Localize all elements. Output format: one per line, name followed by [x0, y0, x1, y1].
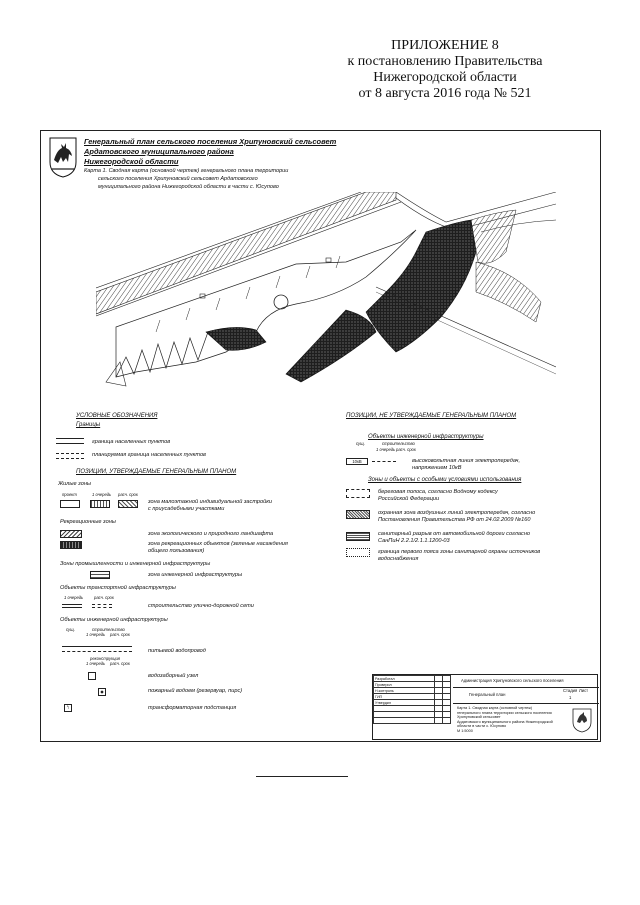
- special-zone-3: санитарный разрыв от автомобильной дороги согласно: [378, 531, 531, 537]
- power-line-planned-symbol: [372, 461, 396, 462]
- residential-zone-1: зона малоэтажной индивидуальной застройки: [148, 499, 273, 505]
- legend-heading: УСЛОВНЫЕ ОБОЗНАЧЕНИЯ: [76, 413, 158, 419]
- residential-zone-1b: с приусадебными участками: [148, 506, 225, 512]
- map-subtitle-3: муниципального района Нижегородской области в части с. Юсупово: [98, 184, 279, 190]
- residential-swatch-3: [118, 500, 138, 508]
- legend-borders-heading: Границы: [76, 422, 101, 428]
- legend-border-1: граница населенных пунктов: [92, 439, 171, 445]
- eng-col-first-2: 1 очередь: [86, 661, 106, 666]
- water-pipe-symbol: [62, 646, 132, 647]
- stamp-role-2: Проверил: [374, 682, 435, 688]
- eng-col-exist: сущ.: [66, 627, 75, 632]
- recreation-heading: Рекреационные зоны: [60, 519, 116, 525]
- stamp-sheet-number: 1: [569, 695, 572, 700]
- appendix-line-2: к постановлению Правительства: [347, 54, 543, 69]
- stamp-role-4: ГИП: [374, 694, 435, 700]
- recreation-objects-swatch: [60, 541, 82, 549]
- power-line-symbol: 10кВ: [346, 458, 368, 465]
- stamp-stage-label: Стадия: [563, 688, 578, 693]
- eng-col-calc: расч. срок: [110, 632, 130, 637]
- shore-strip-symbol: [346, 489, 370, 498]
- industrial-heading: Зоны промышленности и инженерной инфраструктуры: [60, 561, 211, 567]
- planned-border-symbol: [56, 453, 84, 459]
- special-zone-3b: СанПиН 2.2.1/2.1.1.1200-03: [378, 538, 450, 544]
- stamp-role-5: Утвердил: [374, 700, 435, 706]
- engineering-heading: Объекты инженерной инфраструктуры: [60, 617, 168, 623]
- right-col-exist: сущ.: [356, 441, 365, 446]
- special-zone-1b: Российской Федерации: [378, 496, 440, 502]
- stamp-desc-1: Карта 1. Сводная карта (основной чертеж): [457, 706, 533, 710]
- coat-of-arms-icon: [48, 136, 78, 178]
- map-title-2: Ардатовского муниципального района: [84, 147, 234, 156]
- bottom-rule: [256, 776, 348, 777]
- special-zones-heading: Зоны и объекты с особыми условиями использования: [368, 477, 522, 483]
- transport-1: строительство улично-дорожной сети: [148, 603, 254, 609]
- stamp-org: Администрация Хрипуновского сельского поселения: [461, 678, 564, 683]
- stamp-description: [457, 706, 557, 734]
- settlement-border-symbol: [56, 438, 84, 444]
- stamp-document: Генеральный план: [469, 692, 506, 697]
- street-symbol-2: [92, 604, 112, 608]
- stamp-role-3: Н.контроль: [374, 688, 435, 694]
- stamp-desc-5: области в части с. Юсупово: [457, 724, 507, 729]
- engineering-3: пожарный водоем (резервуар, пирс): [148, 688, 243, 694]
- col-calc-term: расч. срок: [118, 492, 138, 497]
- approved-heading: ПОЗИЦИИ, УТВЕРЖДАЕМЫЕ ГЕНЕРАЛЬНЫМ ПЛАНОМ: [76, 469, 237, 475]
- stamp-sheet-label: Лист: [579, 688, 589, 693]
- water-pipe-symbol-planned: [62, 651, 132, 652]
- col-project: проект: [62, 492, 77, 497]
- appendix-line-3: Нижегородской области: [373, 70, 517, 85]
- col-first-stage: 1 очередь: [92, 492, 112, 497]
- map-subtitle-2: сельского поселения Хрипуновский сельсовет Ардатовского: [98, 176, 258, 182]
- engineering-zone-swatch: [90, 571, 110, 579]
- road-sanitary-gap-symbol: [346, 532, 370, 541]
- special-zone-1: береговая полоса, согласно Водному кодексу: [378, 489, 498, 495]
- special-zone-2: охранная зона воздушных линий электропередач, согласно: [378, 510, 536, 516]
- eng-col-first: 1 очередь: [86, 632, 106, 637]
- right-col-first: 1 очередь: [376, 447, 396, 452]
- transport-col-first: 1 очередь: [64, 595, 84, 600]
- special-zone-4b: водоснабжения: [378, 556, 419, 562]
- recreation-zone-1: зона экологического и природного ландшафта: [148, 531, 274, 537]
- not-approved-heading: ПОЗИЦИИ, НЕ УТВЕРЖДАЕМЫЕ ГЕНЕРАЛЬНЫМ ПЛАНОМ: [346, 413, 517, 419]
- stamp-desc-4: Ардатовского муниципального района Нижегородской: [457, 719, 553, 724]
- special-zone-2b: Постановления Правительства РФ от 24.02.2009 №160: [378, 517, 531, 523]
- fire-reservoir-icon: [98, 688, 106, 696]
- water-intake-icon: [88, 672, 96, 680]
- stamp-emblem-icon: [571, 707, 593, 733]
- stamp-role-1: Разработал: [374, 676, 435, 682]
- right-col-calc: расч. срок: [396, 447, 416, 452]
- stamp-desc-3: Хрипуновский сельсовет: [457, 715, 501, 720]
- eco-landscape-swatch: [60, 530, 82, 538]
- right-eng-heading: Объекты инженерной инфраструктуры: [368, 434, 484, 440]
- residential-swatch-1: [60, 500, 80, 508]
- engineering-1: питьевой водопровод: [148, 648, 206, 654]
- master-plan-map: [96, 192, 556, 407]
- power-line-1: высоковольтная линия электропередач,: [412, 458, 521, 464]
- street-symbol-1: [62, 604, 82, 608]
- map-title-3: Нижегородской области: [84, 157, 179, 166]
- power-line-2: напряжением 10кВ: [412, 465, 462, 471]
- engineering-4: трансформаторная подстанция: [148, 705, 237, 711]
- right-col-build: строительство: [382, 441, 415, 446]
- eng-col-recon: реконструкция: [90, 656, 121, 661]
- recreation-zone-2b: общего пользования): [148, 548, 205, 554]
- eng-col-build: строительство: [92, 627, 125, 632]
- transformer-icon: ϟ: [64, 704, 72, 712]
- transport-col-calc: расч. срок: [94, 595, 114, 600]
- stamp-desc-2: генерального плана территории сельского поселения: [457, 710, 552, 715]
- residential-swatch-2: [90, 500, 110, 508]
- recreation-zone-2: зона рекреационных объектов (зеленые насаждения: [148, 541, 288, 547]
- industrial-zone-1: зона инженерной инфраструктуры: [148, 572, 243, 578]
- eng-col-calc-2: расч. срок: [110, 661, 130, 666]
- water-source-zone-symbol: [346, 548, 370, 557]
- residential-heading: Жилые зоны: [58, 481, 92, 487]
- engineering-2: водозаборный узел: [148, 673, 199, 679]
- legend-border-2: планируемая граница населенных пунктов: [92, 452, 206, 458]
- title-block: [372, 674, 598, 740]
- appendix-title: ПРИЛОЖЕНИЕ 8: [391, 38, 499, 53]
- special-zone-4: граница первого пояса зоны санитарной охраны источников: [378, 549, 541, 555]
- transport-heading: Объекты транспортной инфраструктуры: [60, 585, 176, 591]
- power-protection-zone-symbol: [346, 510, 370, 519]
- stamp-scale: М 1:5000: [457, 728, 473, 733]
- appendix-line-4: от 8 августа 2016 года № 521: [358, 86, 532, 101]
- map-subtitle-1: Карта 1. Сводная карта (основной чертеж) генерального плана территории: [84, 168, 289, 174]
- map-title: Генеральный план сельского поселения Хрипуновский сельсовет: [84, 137, 337, 146]
